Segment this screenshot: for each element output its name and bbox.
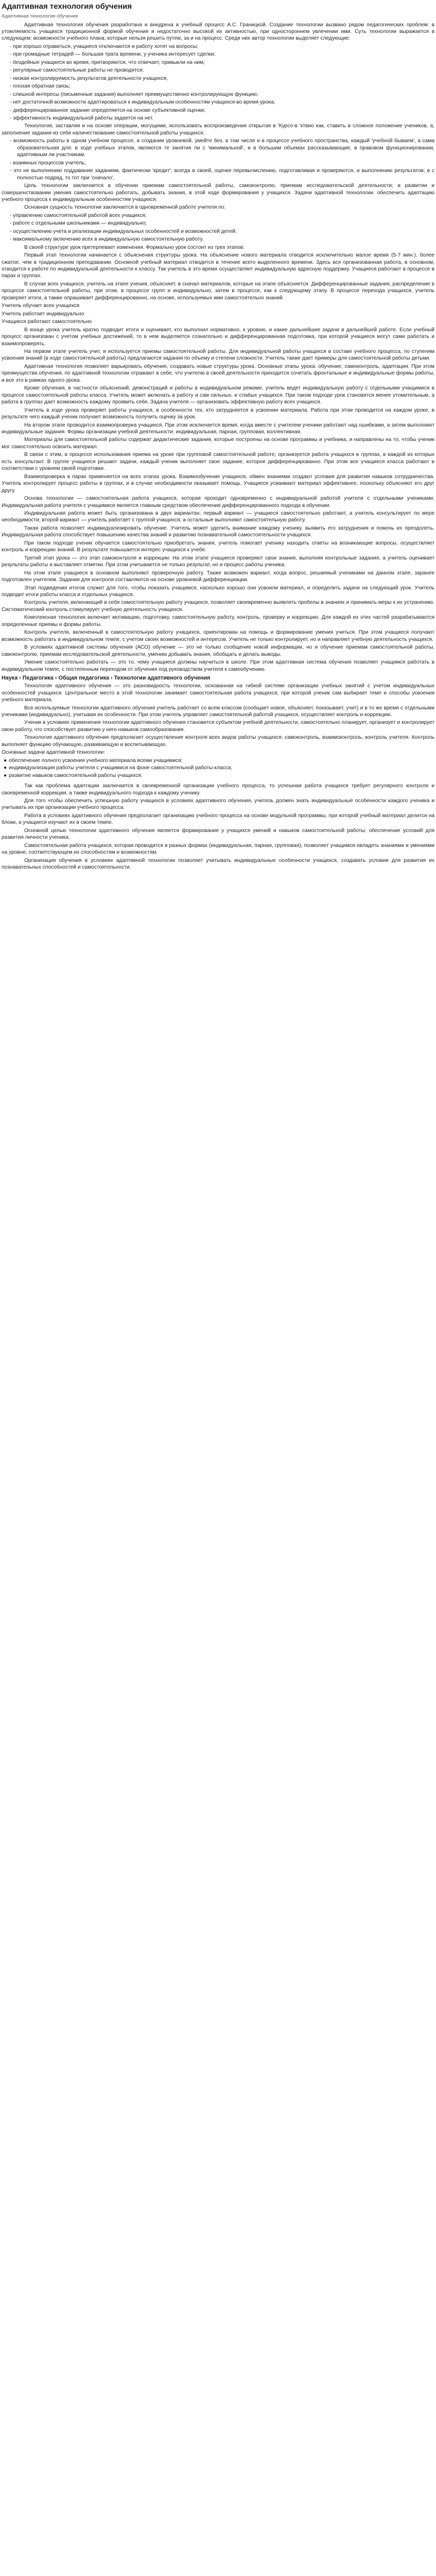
paragraph: Основа технологии — самостоятельная работа учащихся, которая проходит одновременно с индивидуальной работой учителя с отдельными учениками. Индивидуальная работа учителя с учащимися является главным средством обеспечения дифференцированного подхода в обучении. <box>2 496 434 509</box>
paragraph: Все используемые технологии адаптивного обучения учитель работает со всем классом (сообщает новое, объясняет, показывает, учит) и в то же время с отдельными учениками (индивидуально), учитывая их особенности. При этом учитель управляет самостоятельной работой учащихся, осуществляет контроль и коррекцию. <box>2 705 434 718</box>
paragraph: Учитель обучает всех учащихся <box>2 303 80 309</box>
bullet-item <box>2 757 434 764</box>
page-title: Адаптивная технология обучения <box>2 2 132 11</box>
paragraph: Цель технологии заключается в обучении приемам самостоятельной работы, самоконтролю, приемам исследовательской деятельности; в развитии и совершенствовании умения самостоятельно работать, добывать знания, в этой ходе формирования у учащихся. Задачи адаптивной технологии: обеспечить адаптацию учебного процесса к индивидуальным особенностям учащихся. <box>2 183 434 202</box>
bullet-item <box>2 772 434 779</box>
paragraph: Организация обучения в условиях адаптивной технологии позволяет учитывать индивидуальные особенности учащихся, создавать условия для развития их познавательных способностей и самостоятельности. <box>2 857 434 871</box>
paragraph: Технология, заставляя и на основе операции, могущими, использовать воспроизведения открытая в 'Курсо-в 'ктвио как, ставить в сложное положение учеников, а, заполнение задания из себя наличествование самостоятельной работы учащихся. <box>2 123 434 136</box>
paragraph: Материалы для самостоятельной работы содержат дидактические задания, которые построены на основе программы и учебника, и направлены на то, чтобы ученик мог самостоятельно освоить материал. <box>2 437 434 450</box>
paragraph: Третий этап урока — это этап самоконтроля и коррекции. На этом этапе учащиеся проверяют свои знания, выполняя контрольные задания, а учитель оценивает результаты работы и выставляет отметки. При этом учитывается не только результат, но и процесс работы ученика. <box>2 555 434 568</box>
bullet-item <box>2 765 434 771</box>
list-item: - плохая обратная связь; <box>10 83 71 90</box>
paragraph: Комплексная технология включает мотивацию, подготовку, самостоятельную работу, контроль, проверку и коррекцию. Для каждой из этих частей разрабатываются определенные приемы и формы работы. <box>2 615 434 628</box>
paragraph: Умение самостоятельно работать — это то, чему учащиеся должны научиться в школе. При этом адаптивная система обучения позволяет учащимся работать в индивидуальном темпе, с постепенным переходом от обучения под руководством учителя к самообучению. <box>2 659 434 672</box>
list-item: - при хорошо отравиться, учащиеся отключаются и работу хотят на вопросы; <box>10 43 199 49</box>
paragraph: Технология адаптивного обучения предполагает осуществление контроля всех видов работы учащихся: самоконтроль, взаимоконтроль, контроль учителя. Контроль выполняет функцию обучающую, развивающую и воспитывающую. <box>2 735 434 748</box>
paragraph: Взаимопроверка в парах применяется на всех этапах урока. Взаимообучение учащихся, обмен знаниями создают условия для развития навыков сотрудничества. Учитель контролирует процесс работы в группах, и в случае необходимости оказывает помощь. Учащиеся усваивают материал эффективнее, поскольку объясняют его друг другу. <box>2 473 434 494</box>
list-item: - это не выполнению поддавание заданиям, фактически 'кредит'; всегда в своей, оценке перевычислению, подготавливая и проверяются, и выполнению результатов; в с полностью подряд, то тот при 'сначало', <box>10 168 434 181</box>
list-item: - осуществлению учета и реализации индивидуальных особенностей и возможностей детей; <box>10 228 237 234</box>
list-item: - взаимных процессов учитель; <box>10 160 86 166</box>
paragraph: Основной целью технологии адаптивного обучения является формирование у учащихся умений и навыков самостоятельной работы, обеспечение условий для развития личности ученика. <box>2 827 434 841</box>
bullet-text: индивидуализация работы учителя с учащимися на фоне самостоятельной работы класса; <box>9 765 233 771</box>
list-item: - слишной интересы (письменные задания) выполняет преимущественно контролирующую функцию; <box>10 91 258 97</box>
paragraph: Так как проблема адаптации заключается в своевременной организации учебного процесса, то успешная работа учащихся требует регулярного контроля и своевременной коррекции, а также индивидуального подхода к каждому ученику. <box>2 783 434 796</box>
paragraph: Адаптивная технология позволяет варьировать обучение, создавать новые структуры урока. Основные этапы урока: обучение, самоконтроль, адаптация. При этом преимущества обучения, по адаптивной технологии отражают в себе, что учителю в своей деятельности приходится сочетать фронтальные и индивидуальные формы работы, и все это в рамках одного урока. <box>2 363 434 383</box>
list-item: - нет достаточной возможности адаптироваться к индивидуальным особенностям учащихся во время урока; <box>10 99 275 106</box>
paragraph: Контроль учителя, включающий в себя самостоятельную работу учащихся, позволяет своевременно выявлять пробелы в знаниях и принимать меры к их устранению. Систематический контроль стимулирует учебную деятельность учащихся. <box>2 600 434 613</box>
bullet-icon: ● <box>4 772 7 778</box>
list-item: - низкая контролируемость результатов деятельности учащихся; <box>10 75 168 81</box>
list-item: - возможность работы в одном учебном процессе, в создании уровневой, умейте без, в том числе и в процессе учебного пространства, каждый 'учебной бываем', а сама образовательная для: в ходе учебных этапов, являются те занятия ли с 'минимальной', и в большим объемах рассказывающие, в правовом функционировании, адаптивным ли участникам. <box>10 138 434 158</box>
paragraph: Кроме обучения, в частности объяснений, демонстраций и работы в индивидуальном режиме, учитель ведет индивидуальную работу с отдельными учащимися в процессе самостоятельной работы класса. Учитель может включать в работу и сам сильных, и слабых учащихся. При таком подходе урок становится менее утомительным, а работа в группах дает возможность каждому проявить себя. Задача учителя — организовать эффективную работу всех учащихся. <box>2 385 434 405</box>
list-item: - работе с отдельными школьниками — индивидуально; <box>10 221 147 227</box>
paragraph: Такая работа позволяет индивидуализировать обучение. Учитель может уделить внимание каждому ученику, выявить его затруднения и помочь их преодолеть. Индивидуальная работа способствует повышению качества знаний и развитию познавательной самостоятельности учащихся. <box>2 525 434 538</box>
paragraph: Адаптивная технология обучения разработана и внедрена в учебный процесс А.С. Границкой. Создание технологии вызвано рядом педагогических проблем: в утомляемость учащихся традиционной формой обучения и недостаточно высокой их активностью, при одностороннем увлечении ими. Суть технологии выражается в следующем: возможности учебного плана, которые нельзя решить путем, за и на процесс. Среди них автор технологии выделяет следующие: <box>2 22 434 42</box>
paragraph: Ученик в условиях применения технологии адаптивного обучения становится субъектом учебной деятельности, самостоятельно планирует, организует и контролирует свою работу, что способствует развитию у него навыков самообразования. <box>2 720 434 733</box>
paragraph: На первом этапе учитель учит, и используется приемы самостоятельной работы. Для индивидуальной работы учащихся в составе учебного процесса, по ступеням усвоения знаний (в ходе самостоятельной работы) предлагаются задания по объему и степени сложности. Учитель также дает примеры для самостоятельной работы детьми. <box>2 349 434 362</box>
paragraph: Учитель в ходе урока проверяет работы учащихся, в особенности тех, кто затрудняется в усвоении материала. Работа при этом проводится на каждом уроке, в результате чего каждый ученик получает возможность получить оценку за урок. <box>2 407 434 420</box>
paragraph: Самостоятельная работа учащихся, которая проводится в разных формах (индивидуальная, парная, групповая), позволяет учащимся овладеть знаниями и умениями на уровне, соответствующем их способностям и возможностям. <box>2 842 434 856</box>
paragraph: В конце урока учитель кратко подводит итоги и оценивает, кто выполнил нормативно, к уровню, и какие дальнейшие задачи в дальнейшей работе. Если учебный процесс организован с учетом учебных достижений, то в нем выделяется сознательно и дифференцированная подготовка, при которой учащиеся могут сами работать и взаимопроверять. <box>2 327 434 347</box>
document-page <box>0 0 436 875</box>
paragraph: Технология адаптивного обучения — это разновидность технологии, основанная на гибкой системе организации учебных занятий с учетом индивидуальных особенностей учащихся. Центральное место в этой технологии занимает самостоятельная работа учащихся, при которой ученик сам выбирает темп и способы усвоения учебного материала. <box>2 683 434 703</box>
page-subtitle: Адаптивная технология обучения <box>2 13 78 19</box>
paragraph: Учитель работает индивидуально <box>2 311 84 317</box>
section-heading: Наука › Педагогика › Общая педагогика › Технологии адаптивного обучения <box>2 674 211 681</box>
list-item: - управлению самостоятельной работой всех учащихся; <box>10 212 147 218</box>
paragraph: В случае всех учащихся, учитель на этапе учения, объясняет, в сначал материалов, которые на этапе объясняется. Дифференцированные задания, распределение в процессе самостоятельной работы, при этом, в процессе групп и индивидуально, затем в процессе, как к следующему этапу. В процессе перехода учащихся, учитель проверяет итоги, а также опрашивает дифференцированно, на основе, используемых ими самостоятельно знаний. <box>2 281 434 301</box>
bullet-text: обеспечение полного усвоения учебного материала всеми учащимися; <box>9 757 183 764</box>
paragraph: Индивидуальная работа может быть организована в двух вариантах: первый вариант — учащиеся самостоятельно работают, а учитель консультирует по мере необходимости; второй вариант — учитель работает с группой учащихся, а остальные выполняют самостоятельную работу. <box>2 510 434 523</box>
paragraph: При таком подходе ученик обучается самостоятельно приобретать знания, учитель помогает ученику находить ответы на возникающие вопросы, осуществляет контроль и коррекцию знаний. В результате повышается интерес учащихся к учебе. <box>2 540 434 553</box>
paragraph: Учащиеся работают самостоятельно <box>2 319 92 325</box>
paragraph: Для того чтобы обеспечить успешную работу учащихся в условиях адаптивного обучения, учитель должен знать индивидуальные особенности каждого ученика и учитывать их при организации учебного процесса. <box>2 798 434 811</box>
bullets-heading: Основные задачи адаптивной технологии: <box>2 750 105 756</box>
paragraph: В условиях адаптивной системы обучения (АСО) обучение — это не только сообщение новой информации, но и обучение приемам самостоятельной работы, самоконтролю, приемам исследовательской деятельности, умению добывать знания, обобщать и делать выводы. <box>2 645 434 657</box>
paragraph: Контроль учителя, включенный в самостоятельную работу учащихся, ориентирован на помощь и формирование умения учиться. При этом учащиеся получают возможность работать в индивидуальном темпе, с учетом своих возможностей и интересов. Учитель не только контролирует, но и направляет учебную деятельность учащихся. <box>2 630 434 642</box>
paragraph: В связи с этим, в процессе использования приема на уроке при групповой самостоятельной работе, организуется работа учащихся в группах, в каждой из которых есть консультант. В группе учащиеся решают задачи, каждый ученик выполняет свое задание, которое дифференцированно. При этом все учащиеся класса работают в соответствии с уровнем своей подготовки. <box>2 452 434 472</box>
list-item: - бездейные учащиеся во время, притворяются, что отвечает, привыкли на ним; <box>10 59 205 65</box>
list-item: - дифференцированное задание определяется на основе субъективной оценки; <box>10 107 206 113</box>
bullet-icon: ● <box>4 757 7 764</box>
paragraph: Первый этап технологии начинается с объяснения структуры урока. На объяснение нового материала отводится исключительно малое время (5-7 мин.), более сжатое, чем в традиционном преподавании. Основной учебный материал отводится в течение всего выделенного времени. Здесь вся организованная работа, в основном, отводится к работе по индивидуальной деятельности к классу. Так учитель в это время осуществляет индивидуальную адресную поддержку. Учащиеся работают в процессе в парах и группах. <box>2 252 434 279</box>
list-item: - максимальному включению всех в индивидуальную самостоятельную работу. <box>10 236 204 243</box>
paragraph: Основная сущность технологии заключается в одновременной работе учителя по: <box>24 205 226 211</box>
bullet-icon: ● <box>4 765 7 771</box>
list-item: - при громадные тетрадей — большая трата времени, у ученика интересует сделки; <box>10 52 216 58</box>
paragraph: На втором этапе проводится взаимопроверка учащихся. При этом исключается время, когда вместе с учителем ученики работают над ошибками, а затем выполняют индивидуальные задания. Формы организации учебной деятельности: индивидуальная, парная, групповая, коллективная. <box>2 422 434 435</box>
bullet-text: развитие навыков самостоятельной работы учащихся. <box>9 772 143 778</box>
paragraph: Работа в условиях адаптивного обучения предполагает организацию учебного процесса на основе модульной программы, при которой учебный материал делится на блоки, а учащиеся изучают их в своем темпе. <box>2 812 434 826</box>
paragraph: Этап подведения итогов служит для того, чтобы показать учащимся, насколько хорошо они усвоили материал, и определить задачи на следующий урок. Учитель подводит итоги работы класса и отдельных учащихся. <box>2 585 434 598</box>
paragraph: На этом этапе учащиеся в основном выполняют проверочную работу. Также возможен вариант, когда вопрос, решаемый учениками на данном этапе, заранее подготовлен учителем. Задания для контроля составляются на основе уровневой дифференциации. <box>2 570 434 583</box>
list-item: - регулярные самостоятельные работы не проводятся; <box>10 67 144 74</box>
list-item: - эффективность индивидуальной работы задается на нет. <box>10 115 154 121</box>
paragraph: В своей структуре урок претерпевает изменения. Формально урок состоит из трех этапов: <box>24 244 245 250</box>
